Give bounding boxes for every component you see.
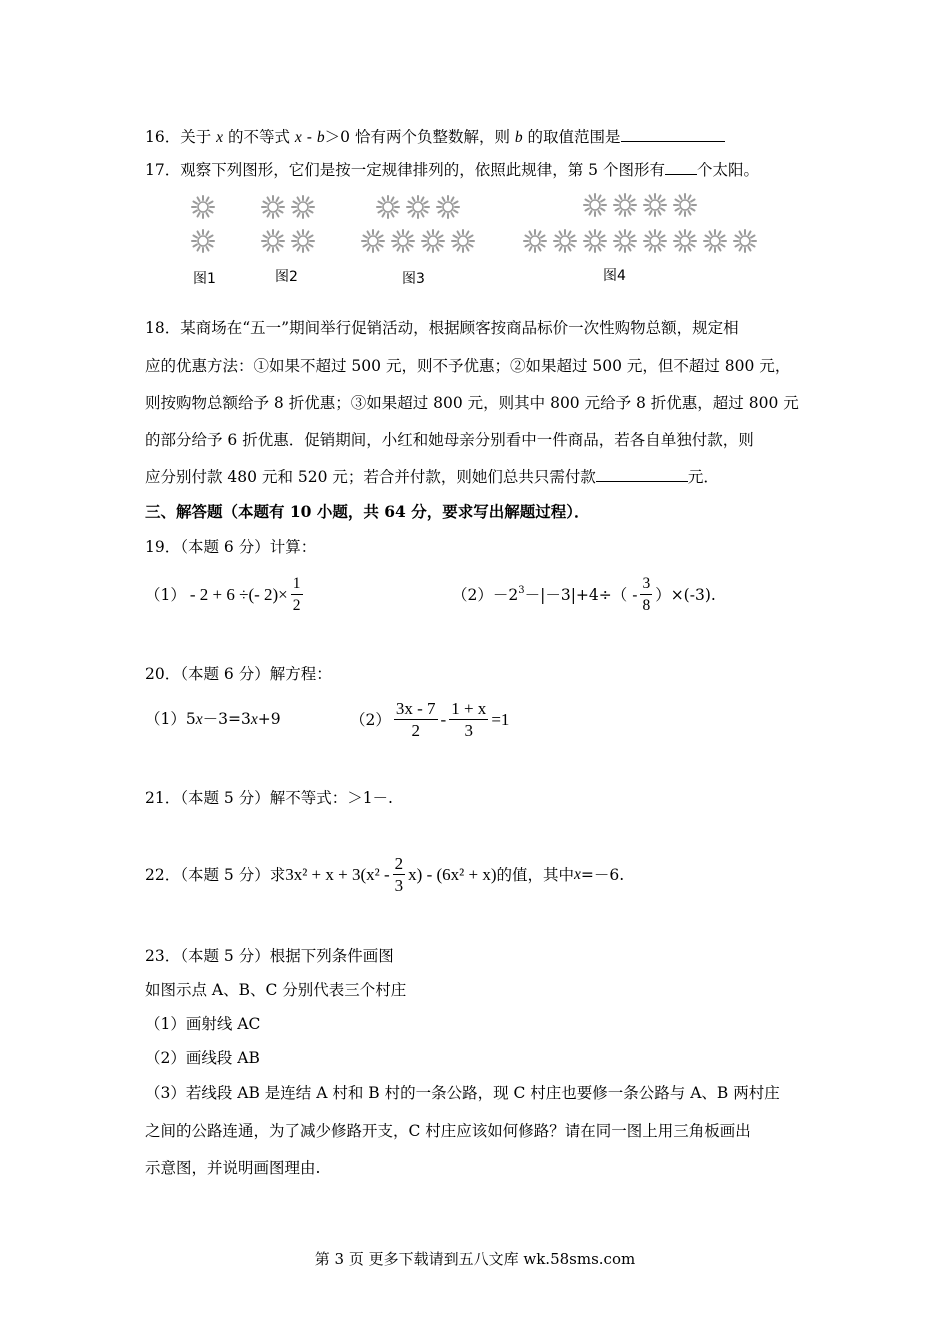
question-21: 21．（本题 5 分）解不等式：＞1－. — [145, 789, 393, 807]
minus-sign: - — [301, 128, 317, 146]
sun-icon — [583, 193, 607, 217]
numerator: 2 — [394, 853, 404, 873]
sun-icon — [613, 229, 637, 253]
fraction-two-thirds — [393, 854, 406, 897]
section-heading: 三、解答题（本题有 10 小题，共 64 分，要求写出解题过程）． — [145, 502, 590, 521]
q23-title: 23．（本题 5 分）根据下列条件画图 — [145, 947, 394, 965]
q18-line-3: 则按购物总额给予 8 折优惠；③如果超过 800 元，则其中 800 元给予 8 折优惠，超过 800 元 — [145, 394, 799, 412]
sun-icon — [191, 195, 215, 219]
question-22 — [145, 850, 624, 900]
fraction-right — [449, 699, 488, 742]
denominator: 3 — [394, 875, 404, 895]
q19-p1-expression: - 2 + 6 ÷(- 2)× — [189, 585, 288, 604]
sun-icon — [451, 229, 475, 253]
q22-text: 的值，其中 — [496, 866, 575, 884]
var-x: x — [216, 129, 224, 146]
sun-icon — [361, 229, 385, 253]
var-b: b — [514, 129, 523, 146]
var-x: x — [574, 866, 581, 883]
sun-icon — [191, 229, 215, 253]
question-number: 16． — [145, 128, 181, 146]
numerator: 3x - 7 — [395, 698, 436, 718]
sun-icon — [703, 229, 727, 253]
sun-icon — [673, 229, 697, 253]
question-number: 17． — [145, 161, 181, 179]
q16-text: 的不等式 — [223, 128, 295, 146]
denominator: 3 — [464, 720, 474, 740]
minus-sign: - — [440, 710, 447, 729]
question-16 — [145, 127, 725, 148]
part-label: （1） — [145, 710, 186, 728]
q22-text: 22．（本题 5 分）求 — [145, 866, 286, 884]
var-x: x — [250, 711, 258, 728]
sun-icon — [261, 195, 285, 219]
sun-icon — [291, 195, 315, 219]
q23-part-3-line-3: 示意图，并说明画图理由. — [145, 1159, 321, 1177]
answer-blank — [621, 127, 725, 142]
sun-icon — [733, 229, 757, 253]
figure-label-2: 图2 — [275, 269, 298, 285]
q23-part-1: （1）画射线 AC — [145, 1015, 261, 1033]
q20-p1-expression: +9 — [257, 710, 281, 728]
q23-part-3-line-1: （3）若线段 AB 是连结 A 村和 B 村的一条公路，现 C 村庄也要修一条公路与 A、B 两村庄 — [145, 1084, 780, 1102]
q18-text: 应分别付款 480 元和 520 元；若合并付款，则她们总共只需付款 — [145, 468, 596, 486]
sun-icon — [261, 229, 285, 253]
q19-p2-expression: －2 — [492, 586, 519, 604]
denominator: 2 — [292, 596, 301, 614]
exponent: 3 — [518, 585, 525, 596]
sun-icon — [391, 229, 415, 253]
q23-part-2: （2）画线段 AB — [145, 1049, 260, 1067]
part-label: （2） — [350, 711, 391, 729]
figure-label-4: 图4 — [603, 268, 626, 284]
q20-part-2 — [350, 695, 509, 745]
q18-line-1: 18．某商场在“五一”期间举行促销活动，根据顾客按商品标价一次性购物总额，规定相 — [145, 319, 739, 337]
q20-title: 20．（本题 6 分）解方程： — [145, 665, 332, 683]
answer-blank — [665, 160, 697, 175]
q18-line-2: 应的优惠方法：①如果不超过 500 元，则不予优惠；②如果超过 500 元，但不超过 800 元， — [145, 357, 791, 375]
sun-icon — [643, 193, 667, 217]
q22-expression: x) - (6x² + x) — [408, 865, 497, 884]
sun-icon — [436, 195, 460, 219]
sun-icon — [291, 229, 315, 253]
equals-one: =1 — [491, 710, 510, 729]
q20-p1-expression: －3=3 — [202, 710, 251, 728]
q22-expression: 3x² + x + 3(x² - — [285, 865, 390, 884]
q22-text: =－6. — [580, 866, 625, 884]
fraction-three-eighths — [640, 574, 652, 617]
q23-part-3-line-2: 之间的公路连通，为了减少修路开支，C 村庄应该如何修路？请在同一图上用三角板画出 — [145, 1122, 751, 1140]
q17-text: 观察下列图形，它们是按一定规律排列的，依照此规律，第 5 个图形有 — [180, 161, 665, 179]
part-label: （1） — [145, 586, 186, 604]
q16-text: ＞0 恰有两个负整数解，则 — [324, 128, 515, 146]
q19-p2-expression: ）×(-3). — [655, 586, 716, 604]
q17-text: 个太阳。 — [696, 161, 759, 179]
var-b: b — [316, 129, 325, 146]
part-label: （2） — [452, 586, 493, 604]
fraction-left — [394, 699, 438, 742]
denominator: 2 — [411, 720, 420, 740]
sun-icon — [553, 229, 577, 253]
numerator: 1 + x — [451, 698, 487, 718]
sun-icon — [523, 229, 547, 253]
q19-p2-expression: －|－3|+4÷（ - — [524, 586, 638, 604]
sun-icon — [673, 193, 697, 217]
q20-part-1 — [145, 709, 281, 730]
q19-part-2 — [452, 572, 716, 618]
answer-blank — [596, 467, 688, 482]
var-x: x — [195, 711, 203, 728]
q18-tail: 元． — [687, 468, 719, 486]
q19-part-1 — [145, 572, 306, 618]
sun-icon — [421, 229, 445, 253]
q18-line-4: 的部分给予 6 折优惠．促销期间，小红和她母亲分别看中一件商品，若各自单独付款，则 — [145, 431, 754, 449]
var-x: x — [294, 129, 302, 146]
numerator: 3 — [640, 574, 652, 595]
numerator: 1 — [291, 574, 303, 595]
figure-label-3: 图3 — [402, 271, 425, 287]
q18-line-5 — [145, 467, 719, 487]
q16-text: 关于 — [180, 128, 217, 146]
fraction-one-half — [291, 574, 303, 617]
sun-icon — [583, 229, 607, 253]
q16-text: 的取值范围是 — [522, 128, 621, 146]
q23-intro: 如图示点 A、B、C 分别代表三个村庄 — [145, 981, 407, 999]
denominator: 8 — [642, 596, 651, 614]
sun-icon — [406, 195, 430, 219]
q20-p1-expression: 5 — [185, 710, 196, 728]
q19-title: 19．（本题 6 分）计算： — [145, 538, 317, 556]
question-17 — [145, 160, 759, 180]
figure-label-1: 图1 — [193, 271, 216, 287]
sun-icon — [613, 193, 637, 217]
sun-icon — [643, 229, 667, 253]
page-footer: 第 3 页 更多下载请到五八文库 wk.58sms.com — [314, 1250, 636, 1268]
sun-icon — [376, 195, 400, 219]
